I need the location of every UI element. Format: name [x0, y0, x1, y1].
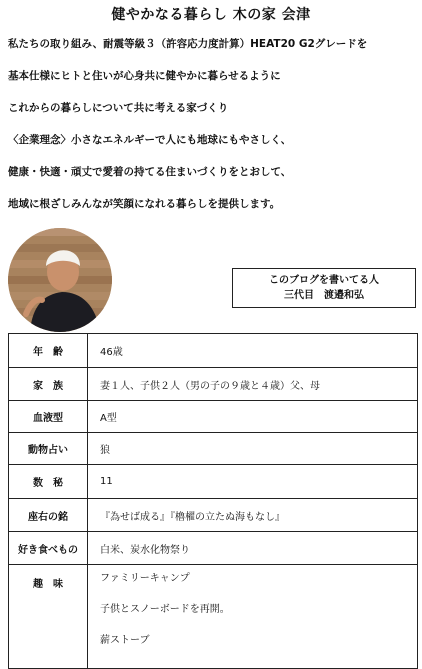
table-row	[9, 565, 418, 669]
profile-label: 好き食べもの	[9, 532, 88, 565]
intro-text	[8, 36, 418, 228]
intro-line: 地域に根ざしみんなが笑顔になれる暮らしを提供します。	[8, 198, 281, 210]
table-row	[9, 334, 418, 368]
table-row	[9, 532, 418, 565]
profile-value: 『為せば成る』『櫓櫂の立たぬ海もなし』	[88, 499, 418, 532]
list-item: ファミリーキャンプ	[100, 573, 190, 584]
profile-table	[8, 333, 418, 669]
profile-value: 狼	[88, 433, 418, 465]
blog-author-name: 三代目 渡邉和弘	[284, 290, 364, 301]
hobby-list	[88, 565, 418, 669]
blog-author-heading: このブログを書いてる人	[269, 275, 379, 286]
profile-value: 妻１人、子供２人（男の子の９歳と４歳）父、母	[88, 368, 418, 401]
table-row	[9, 499, 418, 532]
table-row	[9, 368, 418, 401]
intro-line: 基本仕様にヒトと住いが心身共に健やかに暮らせるように	[8, 70, 281, 82]
profile-label: 年 齢	[9, 334, 88, 368]
profile-value: 白米、炭水化物祭り	[88, 532, 418, 565]
intro-line: 私たちの取り組み、耐震等級３（許容応力度計算）HEAT20 G2グレードを	[8, 38, 368, 50]
table-row	[9, 401, 418, 433]
page-title: 健やかなる暮らし 木の家 会津	[111, 7, 311, 23]
profile-label: 趣 味	[9, 565, 88, 669]
profile-label: 座右の銘	[9, 499, 88, 532]
list-item: 薪ストーブ	[100, 635, 150, 646]
intro-line: 〈企業理念〉小さなエネルギーで人にも地球にもやさしく、	[8, 134, 292, 146]
profile-label: 血液型	[9, 401, 88, 433]
profile-value: 11	[88, 465, 418, 499]
blog-author-box	[232, 268, 416, 308]
table-row	[9, 433, 418, 465]
profile-value: 46歳	[88, 334, 418, 368]
profile-label: 家 族	[9, 368, 88, 401]
author-photo-illustration	[8, 228, 112, 332]
intro-line: これからの暮らしについて共に考える家づくり	[8, 102, 229, 114]
author-photo	[8, 228, 112, 332]
table-row	[9, 465, 418, 499]
profile-label: 動物占い	[9, 433, 88, 465]
list-item: 子供とスノーボードを再開。	[100, 604, 230, 615]
intro-line: 健康・快適・頑丈で愛着の持てる住まいづくりをとおして、	[8, 166, 292, 178]
profile-label: 数 秘	[9, 465, 88, 499]
profile-value: A型	[88, 401, 418, 433]
